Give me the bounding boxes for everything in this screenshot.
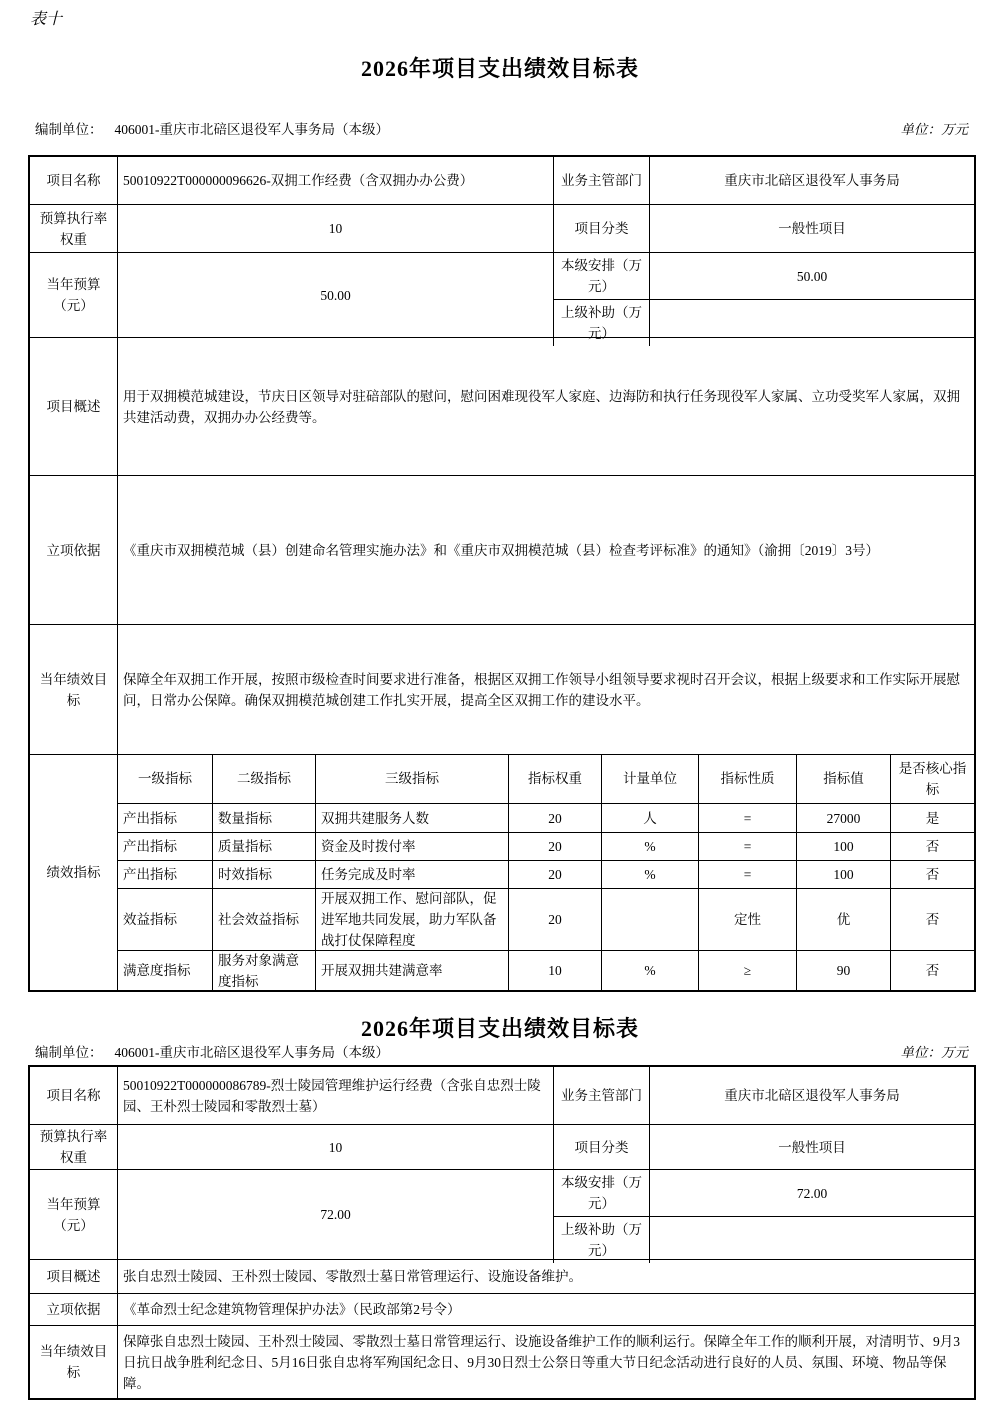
row-project-name: [30, 157, 974, 204]
indicator-unit: [601, 889, 698, 950]
indicator-level1: 产出指标: [117, 861, 212, 888]
indicator-core: 否: [890, 833, 974, 860]
doc-title-1: 2026年项目支出绩效目标表: [360, 56, 639, 81]
row-exec-weight: [30, 1124, 974, 1169]
row-indicators: [30, 754, 974, 990]
indicators-label: 绩效指标: [46, 865, 101, 880]
indicator-weight: 20: [508, 861, 601, 888]
row-basis: [30, 475, 974, 624]
overview-label: 项目概述: [46, 399, 101, 414]
indicator-level1: 产出指标: [117, 804, 212, 833]
col-level3-header: 三级指标: [315, 755, 508, 803]
indicator-nature: =: [698, 861, 796, 888]
row-exec-weight: [30, 204, 974, 252]
basis-value: 《革命烈士纪念建筑物管理保护办法》（民政部第2号令）: [117, 1294, 974, 1325]
superior-label: 上级补助（万元）: [553, 1217, 649, 1263]
col-unit-header: 计量单位: [601, 755, 698, 803]
indicator-nature: =: [698, 804, 796, 833]
indicator-level2: 质量指标: [212, 833, 315, 860]
indicator-nature: 定性: [698, 889, 796, 950]
indicator-row: [117, 832, 974, 860]
indicator-unit: %: [601, 833, 698, 860]
meta-row-2: [35, 1041, 968, 1061]
indicator-level1: 效益指标: [117, 889, 212, 950]
indicator-level1: 满意度指标: [117, 951, 212, 990]
unit-note: 单位：万元: [900, 122, 968, 137]
budget-label: 当年预算（元）: [46, 277, 101, 313]
indicator-value: 优: [796, 889, 890, 950]
goal-label: 当年绩效目标: [39, 671, 108, 708]
dept-value: 重庆市北碚区退役军人事务局: [649, 157, 974, 204]
dept-label: 业务主管部门: [553, 157, 649, 204]
indicator-nature: =: [698, 833, 796, 860]
col-value-header: 指标值: [796, 755, 890, 803]
org-label: 编制单位：: [35, 1045, 103, 1060]
superior-label: 上级补助（万元）: [553, 300, 649, 346]
local-value: 72.00: [649, 1170, 974, 1216]
budget-value: 50.00: [117, 253, 553, 337]
row-goal: [30, 624, 974, 754]
exec-weight-value: 10: [117, 205, 553, 252]
indicator-level2: 时效指标: [212, 861, 315, 888]
category-value: 一般性项目: [649, 205, 974, 252]
dept-label: 业务主管部门: [553, 1067, 649, 1124]
indicator-unit: 人: [601, 804, 698, 833]
overview-label: 项目概述: [46, 1269, 101, 1284]
budget-value: 72.00: [117, 1170, 553, 1259]
indicator-level2: 社会效益指标: [212, 889, 315, 950]
row-overview: [30, 337, 974, 475]
project-name-label: 项目名称: [46, 173, 101, 188]
category-label: 项目分类: [553, 1125, 649, 1169]
dept-value: 重庆市北碚区退役军人事务局: [649, 1067, 974, 1124]
col-weight-header: 指标权重: [508, 755, 601, 803]
basis-label: 立项依据: [46, 542, 101, 558]
indicator-weight: 10: [508, 951, 601, 990]
row-project-name: [30, 1067, 974, 1124]
meta-row-1: [35, 118, 968, 138]
indicator-core: 否: [890, 889, 974, 950]
overview-value: 用于双拥模范城建设，节庆日区领导对驻碚部队的慰问，慰问困难现役军人家庭、边海防和执行任务现役军人家属、立功受奖军人家属，双拥共建活动费，双拥办办公经费等。: [117, 338, 974, 475]
category-value: 一般性项目: [649, 1125, 974, 1169]
indicator-value: 100: [796, 833, 890, 860]
indicator-value: 100: [796, 861, 890, 888]
project-name-value: 50010922T000000096626-双拥工作经费（含双拥办办公费）: [117, 157, 553, 204]
indicator-weight: 20: [508, 804, 601, 833]
subrow-local: [553, 1170, 974, 1216]
goal-value: 保障全年双拥工作开展，按照市级检查时间要求进行准备，根据区双拥工作领导小组领导要求视时召开会议，根据上级要求和工作实际开展慰问，日常办公保障。确保双拥模范城创建工作扎实开展，提高全区双拥工作的建设水平。: [117, 625, 974, 754]
indicator-level3: 资金及时拨付率: [315, 833, 508, 860]
org-value: 406001-重庆市北碚区退役军人事务局（本级）: [114, 1045, 389, 1060]
basis-label: 立项依据: [46, 1302, 101, 1317]
col-level2-header: 二级指标: [212, 755, 315, 803]
indicator-weight: 20: [508, 889, 601, 950]
local-value: 50.00: [649, 253, 974, 299]
indicator-value: 90: [796, 951, 890, 990]
indicator-level2: 服务对象满意度指标: [212, 951, 315, 990]
col-nature-header: 指标性质: [698, 755, 796, 803]
indicator-level3: 开展双拥共建满意率: [315, 951, 508, 990]
goal-value: 保障张自忠烈士陵园、王朴烈士陵园、零散烈士墓日常管理运行、设施设备维护工作的顺利运行。保障全年工作的顺利开展，对清明节、9月3日抗日战争胜利纪念日、5月16日张自忠将军殉国纪念日、9月30日烈士公祭日等重大节日纪念活动进行良好的人员、氛围、环境、物品等保障。: [117, 1326, 974, 1398]
local-label: 本级安排（万元）: [553, 1170, 649, 1216]
superior-value: [649, 1217, 974, 1263]
basis-value: 《重庆市双拥模范城（县）创建命名管理实施办法》和《重庆市双拥模范城（县）检查考评标准》的通知》（渝拥〔2019〕3号）: [117, 476, 974, 624]
indicator-level2: 数量指标: [212, 804, 315, 833]
indicator-nature: ≥: [698, 951, 796, 990]
subrow-local: [553, 253, 974, 299]
indicator-level3: 任务完成及时率: [315, 861, 508, 888]
indicator-core: 是: [890, 804, 974, 833]
unit-note: 单位：万元: [900, 1045, 968, 1060]
exec-weight-value: 10: [117, 1125, 553, 1169]
category-label: 项目分类: [553, 205, 649, 252]
indicator-core: 否: [890, 861, 974, 888]
col-core-header: 是否核心指标: [890, 755, 974, 803]
indicator-core: 否: [890, 951, 974, 990]
indicator-level3: 开展双拥工作、慰问部队，促进军地共同发展，助力军队备战打仗保障程度: [315, 889, 508, 950]
col-level1-header: 一级指标: [117, 755, 212, 803]
exec-weight-label: 预算执行率权重: [39, 210, 108, 247]
local-label: 本级安排（万元）: [553, 253, 649, 299]
overview-value: 张自忠烈士陵园、王朴烈士陵园、零散烈士墓日常管理运行、设施设备维护。: [117, 1260, 974, 1293]
org-label: 编制单位：: [35, 122, 103, 137]
indicator-unit: %: [601, 951, 698, 990]
row-budget: [30, 1169, 974, 1259]
indicator-unit: %: [601, 861, 698, 888]
indicator-row: [117, 860, 974, 888]
indicator-value: 27000: [796, 804, 890, 833]
goal-label: 当年绩效目标: [39, 1344, 108, 1380]
budget-label: 当年预算（元）: [46, 1196, 101, 1233]
row-basis: [30, 1293, 974, 1325]
indicator-level3: 双拥共建服务人数: [315, 804, 508, 833]
exec-weight-label: 预算执行率权重: [39, 1129, 108, 1165]
performance-table-2: [28, 1065, 976, 1400]
project-name-value: 50010922T000000086789-烈士陵园管理维护运行经费（含张自忠烈士陵园、王朴烈士陵园和零散烈士墓）: [117, 1067, 553, 1124]
indicator-row: [117, 803, 974, 833]
row-budget: [30, 252, 974, 341]
indicator-level1: 产出指标: [117, 833, 212, 860]
performance-table-1: [28, 155, 976, 992]
indicator-row: [117, 950, 974, 990]
indicator-header-row: [117, 755, 974, 803]
row-goal: [30, 1325, 974, 1398]
project-name-label: 项目名称: [46, 1088, 101, 1103]
org-value: 406001-重庆市北碚区退役军人事务局（本级）: [114, 122, 389, 137]
row-overview: [30, 1259, 974, 1293]
table-number-label: 表十: [30, 11, 63, 28]
indicator-row: [117, 888, 974, 950]
subrow-superior: [553, 1216, 974, 1263]
doc-title-2: 2026年项目支出绩效目标表: [360, 1016, 639, 1041]
indicator-weight: 20: [508, 833, 601, 860]
